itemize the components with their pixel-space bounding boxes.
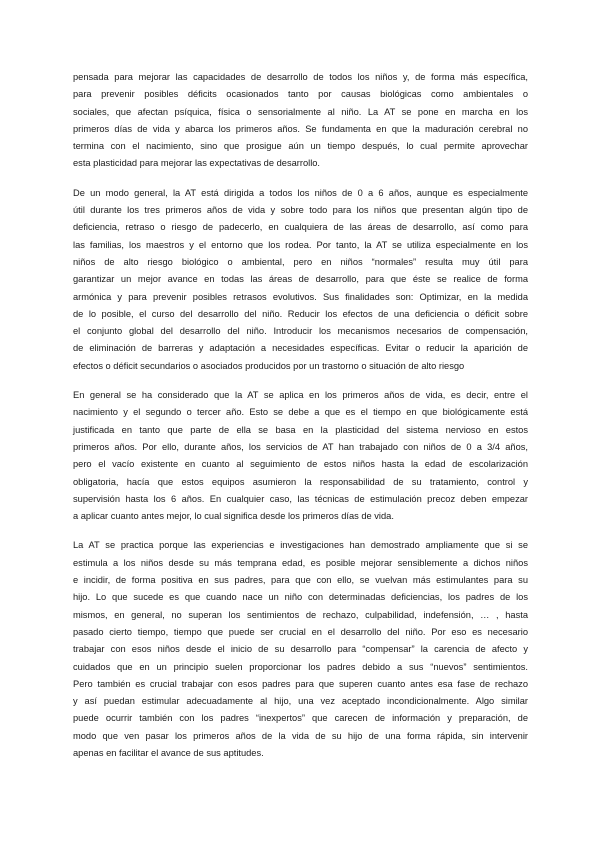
text-line: de lo posible, el curso del desarrollo del niño. Reducir los efectos de una deficiencia o déficit sobre <box>73 308 528 319</box>
text-line: niños de alto riesgo biológico o ambiental, pero en niños “normales” resulta muy útil para <box>73 256 528 267</box>
text-line: sociales, que afectan psíquica, física o sensorialmente al niño. La AT se pone en marcha en los <box>73 106 528 117</box>
paragraph-1 <box>73 69 528 173</box>
text-line: justificada en tanto que parte de ella se basa en la plasticidad del sistema nervioso en estos <box>73 424 528 435</box>
text-line: mismos, en general, no superan los sentimientos de rechazo, culpabilidad, indefensión, … , hasta <box>73 609 528 620</box>
text-line: útil durante los tres primeros años de vida y sobre todo para los niños que presentan algún tipo de <box>73 205 528 216</box>
text-line: hijo. Lo que sucede es que cuando nace un niño con determinadas deficiencias, los padres de los <box>73 592 528 603</box>
text-line: estimula a los niños desde su más temprana edad, es posible mejorar sensiblemente a dichos niños <box>73 557 528 568</box>
text-line: y así puedan estimular adecuadamente al hijo, una vez aceptado incondicionalmente. Algo similar <box>73 696 528 707</box>
text-line: pensada para mejorar las capacidades de desarrollo de todos los niños y, de forma más específica, <box>73 72 528 82</box>
text-line: supervisión hasta los 6 años. En cualquier caso, las técnicas de estimulación precoz deben empezar <box>73 493 528 504</box>
text-line: De un modo general, la AT está dirigida a todos los niños de 0 a 6 años, aunque es especialmente <box>73 187 528 198</box>
text-line: nacimiento y el segundo o tercer año. Esto se debe a que es el tiempo en que biológicamente está <box>73 407 528 418</box>
text-line: de eliminación de barreras y adaptación a necesidades específicas. Evitar o reducir la aparición de <box>73 343 528 354</box>
paragraph-4 <box>73 537 528 762</box>
text-line: e incidir, de forma positiva en sus padres, para que con ello, se vuelvan más estimulantes para su <box>73 575 528 586</box>
text-line: obligatoria, hacía que estos equipos asumieron la responsabilidad de su tratamiento, control y <box>73 476 528 487</box>
paragraph-2 <box>73 185 528 375</box>
text-line: efectos o déficit secundarios o asociados producidos por un trastorno o situación de alto riesgo <box>73 360 465 371</box>
text-line: primeros años. Por ello, durante años, los servicios de AT han trabajado con niños de 0 a 3/4 años, <box>73 441 528 452</box>
text-line: deficiencia, retraso o riesgo de padecerlo, en cualquiera de las áreas de desarrollo, así como para <box>73 222 528 233</box>
text-line: para prevenir posibles déficits ocasionados tanto por causas biológicas como ambientales o <box>73 89 528 100</box>
text-line: primeros días de vida y abarca los primeros años. Se fundamenta en que la maduración cerebral no <box>73 123 528 134</box>
text-line: armónica y para prevenir posibles retrasos evolutivos. Sus finalidades son: Optimizar, en la medida <box>73 291 528 302</box>
text-line: modo que ven pasar los primeros años de la vida de su hijo de una forma rápida, sin intervenir <box>73 730 528 741</box>
text-line: el conjunto global del desarrollo del niño. Introducir los mecanismos necesarios de compensación, <box>73 326 528 337</box>
text-line: apenas en facilitar el avance de sus aptitudes. <box>73 747 264 758</box>
text-line: a aplicar cuanto antes mejor, lo cual significa desde los primeros días de vida. <box>73 511 394 522</box>
text-line: garantizar un mejor avance en todas las áreas de desarrollo, para que éste se realice de forma <box>73 274 528 285</box>
text-line: Pero también es crucial trabajar con esos padres para que superen cuanto antes esa fase de rechazo <box>73 678 528 689</box>
text-line: La AT se practica porque las experiencias e investigaciones han demostrado ampliamente que si se <box>73 540 528 551</box>
text-line: pero el vacío existente en cuanto al seguimiento de estos niños hasta la edad de escolarización <box>73 459 528 470</box>
text-line: pasado cierto tiempo, tiempo que puede ser crucial en el desarrollo del niño. Por eso es necesario <box>73 626 528 637</box>
paragraph-3 <box>73 387 528 525</box>
text-line: termina con el nacimiento, sino que prosigue aún un tiempo después, lo cual permite aprovechar <box>73 141 528 152</box>
text-line: En general se ha considerado que la AT se aplica en los primeros años de vida, es decir, entre el <box>73 390 528 401</box>
text-line: esta plasticidad para mejorar las expectativas de desarrollo. <box>73 158 321 169</box>
text-line: trabajar con esos niños desde el inicio de su desarrollo para “compensar” la carencia de afecto y <box>73 644 528 655</box>
text-line: puede ocurrir también con los padres “inexpertos” que carecen de información y preparación, de <box>73 713 528 724</box>
text-line: las familias, los maestros y el entorno que los rodea. Por tanto, la AT se utiliza especialmente en los <box>73 239 528 250</box>
text-line: cuidados que en un principio suelen proporcionar los padres debido a sus “nuevos” sentimientos. <box>73 661 528 672</box>
